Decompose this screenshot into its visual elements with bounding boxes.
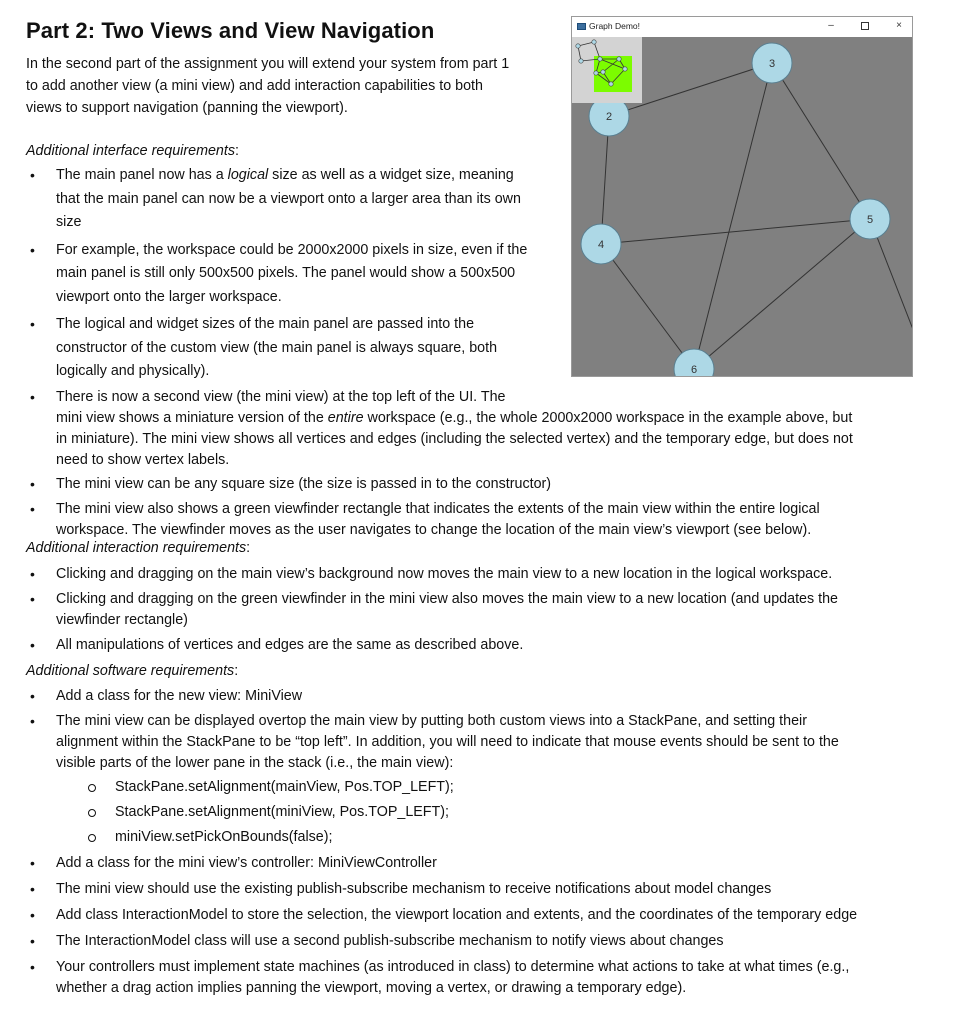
bullet-icon: •	[30, 475, 35, 492]
intro-line: to add another view (a mini view) and add interaction capabilities to both	[26, 78, 483, 94]
mini-vertex	[592, 40, 596, 44]
bullet-icon: •	[30, 855, 35, 871]
list-item	[30, 589, 936, 631]
mini-vertex	[598, 57, 602, 61]
list-item-text: Add a class for the new view: MiniView	[56, 688, 303, 704]
list-item	[30, 564, 936, 585]
list-item	[30, 711, 936, 774]
list-item	[30, 474, 936, 495]
list-item-text: The mini view should use the existing publish-subscribe mechanism to receive notifications about model changes	[56, 881, 772, 897]
interaction-requirements-list	[30, 564, 936, 656]
window-title: Graph Demo!	[589, 21, 641, 31]
interaction-requirements-label-text: Additional interaction requirements	[26, 540, 247, 556]
list-item-text: Add class InteractionModel to store the selection, the viewport location and extents, and the coordinates of the temporary edge	[56, 907, 858, 923]
bullet-icon: •	[30, 388, 35, 405]
list-item-text: size	[56, 214, 82, 230]
bullet-icon: •	[30, 167, 35, 183]
bullet-icon: •	[30, 907, 35, 923]
vertex-label: 5	[866, 214, 874, 226]
code-item-text: miniView.setPickOnBounds(false);	[115, 829, 333, 845]
list-item-text: main panel is still only 500x500 pixels. The panel would show a 500x500	[56, 265, 516, 281]
mini-vertex	[576, 44, 580, 48]
vertex-label: 3	[768, 58, 776, 70]
bullet-icon: •	[30, 637, 35, 653]
list-item-text: constructor of the custom view (the main panel is always square, both	[56, 339, 498, 356]
list-item-text: workspace. The viewfinder moves as the user navigates to change the location of the main view’s viewport (see below).	[56, 521, 812, 538]
code-item-text: StackPane.setAlignment(miniView, Pos.TOP_LEFT);	[115, 804, 450, 820]
intro-line: In the second part of the assignment you will extend your system from part 1	[26, 56, 510, 72]
list-item-text: The main panel now has a	[56, 167, 228, 183]
list-item-text: need to show vertex labels.	[56, 451, 230, 468]
list-item-text: There is now a second view (the mini view) at the top left of the UI. The	[56, 388, 506, 405]
vertex-label: 4	[597, 239, 605, 251]
vertex-label: 2	[605, 111, 613, 123]
mini-vertex	[601, 70, 605, 74]
list-item	[30, 387, 936, 471]
list-item-text: Your controllers must implement state machines (as introduced in class) to determine what actions to take at what times (e.g.,	[56, 959, 850, 975]
list-item-text: The mini view can be any square size (the size is passed in to the constructor)	[56, 475, 552, 492]
list-item-text: whether a drag action implies panning the viewport, moving a vertex, or drawing a temporary edge).	[56, 980, 687, 996]
mini-vertex	[617, 57, 621, 61]
list-item	[30, 905, 936, 926]
mini-vertex	[609, 82, 613, 86]
bullet-icon: •	[30, 316, 35, 332]
bullet-icon: •	[30, 881, 35, 897]
list-item-text: logical	[227, 167, 269, 183]
mini-vertex	[579, 59, 583, 63]
list-item-text: The logical and widget sizes of the main panel are passed into the	[56, 316, 475, 332]
list-item-text: visible parts of the lower pane in the stack (i.e., the main view):	[56, 755, 454, 771]
list-item	[30, 499, 936, 541]
list-item-text: that the main panel can now be a viewport onto a larger area than its own	[56, 190, 521, 207]
list-item-text: For example, the workspace could be 2000x2000 pixels in size, even if the	[56, 241, 528, 258]
bullet-icon: •	[30, 688, 35, 704]
list-item-text: The mini view can be displayed overtop the main view by putting both custom views into a StackPane, and setting their	[56, 713, 807, 729]
list-item	[30, 853, 936, 874]
intro-paragraph	[26, 53, 556, 119]
maximize-icon	[861, 22, 869, 30]
mini-vertex	[594, 71, 598, 75]
list-item-text: Add a class for the mini view’s controller: MiniViewController	[56, 855, 437, 871]
software-requirements-label-text: Additional software requirements	[26, 663, 235, 679]
intro-line: views to support navigation (panning the viewport).	[26, 100, 348, 116]
app-icon	[577, 23, 586, 30]
software-requirements-list	[30, 686, 936, 774]
interaction-requirements-label: Additional interaction requirements:	[26, 540, 251, 556]
code-item	[115, 825, 615, 850]
code-item-text: StackPane.setAlignment(mainView, Pos.TOP_LEFT);	[115, 779, 454, 795]
list-item-text: Clicking and dragging on the green viewfinder in the mini view also moves the main view to a new location (and updates the	[56, 591, 839, 607]
list-item-text: in miniature). The mini view shows all vertices and edges (including the selected vertex) and the temporary edge, but does not	[56, 430, 853, 447]
section-heading: Part 2: Two Views and View Navigation	[26, 18, 435, 43]
list-item-text: logically and physically).	[56, 363, 210, 379]
list-item	[30, 635, 936, 656]
bullet-icon: •	[30, 713, 35, 729]
hollow-bullet-icon	[88, 784, 96, 792]
bullet-icon: •	[30, 933, 35, 949]
list-item-text: entire	[327, 409, 364, 426]
close-button[interactable]: ×	[896, 20, 902, 31]
list-item-text: size as well as a widget size, meaning	[268, 167, 514, 183]
minimize-button[interactable]: –	[828, 20, 834, 31]
hollow-bullet-icon	[88, 834, 96, 842]
list-item-text: All manipulations of vertices and edges are the same as described above.	[56, 637, 524, 653]
list-item-text: viewfinder rectangle)	[56, 612, 188, 628]
bullet-icon: •	[30, 591, 35, 607]
maximize-button[interactable]	[858, 20, 872, 34]
bullet-icon: •	[30, 959, 35, 975]
list-item	[30, 957, 936, 999]
window-titlebar	[572, 17, 912, 37]
graph-demo-window	[571, 16, 913, 377]
list-item-text: workspace (e.g., the whole 2000x2000 workspace in the example above, but	[363, 409, 853, 426]
bullet-icon: •	[30, 566, 35, 582]
list-item	[30, 686, 936, 707]
list-item-text: alignment within the StackPane to be “top left”. In addition, you will need to indicate that mouse events should be sent to the	[56, 734, 839, 750]
list-item-text: The InteractionModel class will use a second publish-subscribe mechanism to notify views about changes	[56, 933, 724, 949]
code-item	[115, 800, 615, 825]
bullet-icon: •	[30, 241, 35, 258]
list-item-text: viewport onto the larger workspace.	[56, 288, 282, 305]
mini-vertex	[623, 67, 627, 71]
vertex-label: 6	[690, 364, 698, 376]
list-item-text: mini view shows a miniature version of the	[56, 409, 328, 426]
interface-requirements-label-text: Additional interface requirements	[26, 143, 236, 159]
software-requirements-label: Additional software requirements:	[26, 663, 239, 679]
list-item	[30, 879, 936, 900]
hollow-bullet-icon	[88, 809, 96, 817]
bullet-icon: •	[30, 500, 35, 517]
software-requirements-list-continued	[30, 853, 936, 999]
list-item-text: Clicking and dragging on the main view’s background now moves the main view to a new location in the logical workspace.	[56, 566, 833, 582]
code-item	[115, 775, 615, 800]
interface-requirements-label: Additional interface requirements:	[26, 143, 239, 159]
list-item	[30, 931, 936, 952]
graph-canvas[interactable]	[572, 37, 913, 377]
code-snippet-list	[115, 775, 615, 850]
list-item-text: The mini view also shows a green viewfinder rectangle that indicates the extents of the main view within the entire logical	[56, 500, 820, 517]
